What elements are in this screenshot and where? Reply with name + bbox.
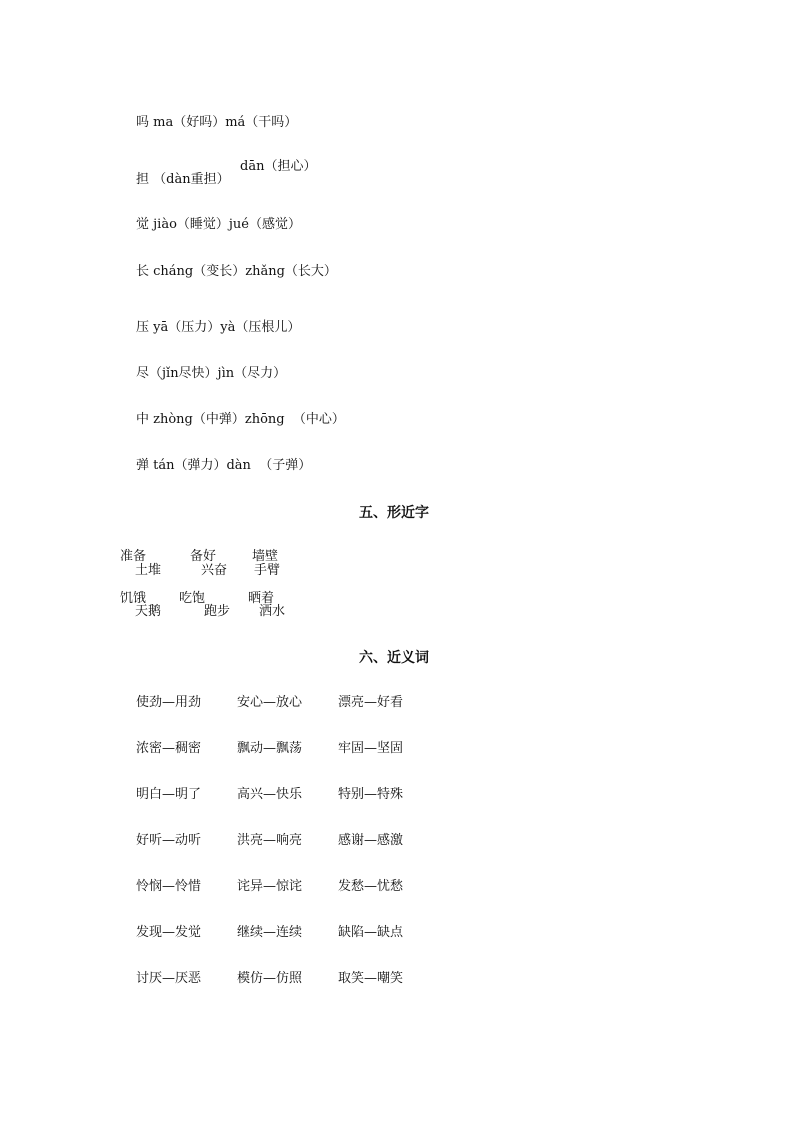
word-item: 天鹅	[135, 604, 162, 619]
polyphone-tan: 弹 tán（弹力）dàn （子弹）	[136, 458, 312, 473]
synonym-pair: 使劲—用劲	[136, 695, 202, 710]
polyphone-dan: 担 （dàn重担）	[136, 172, 230, 187]
synonym-pair: 好听—动听	[136, 833, 202, 848]
polyphone-ya: 压 yā（压力）yà（压根儿）	[136, 320, 301, 335]
word-item: 准备	[120, 549, 147, 564]
polyphone-jue: 觉 jiào（睡觉）jué（感觉）	[136, 217, 301, 232]
polyphone-jin: 尽（jǐn尽快）jìn（尽力）	[136, 366, 287, 381]
synonym-pair: 牢固—坚固	[338, 741, 404, 756]
polyphone-ma: 吗 ma（好吗）má（干吗）	[136, 115, 298, 130]
synonym-pair: 发愁—忧愁	[338, 879, 404, 894]
word-item: 土堆	[135, 563, 162, 578]
synonym-pair: 洪亮—响亮	[237, 833, 303, 848]
synonym-pair: 诧异—惊诧	[237, 879, 303, 894]
synonym-pair: 缺陷—缺点	[338, 925, 404, 940]
synonym-pair: 讨厌—厌恶	[136, 971, 202, 986]
synonym-pair: 感谢—感激	[338, 833, 404, 848]
synonym-pair: 高兴—快乐	[237, 787, 303, 802]
synonym-pair: 怜悯—怜惜	[136, 879, 202, 894]
synonym-pair: 漂亮—好看	[338, 695, 404, 710]
polyphone-zhang: 长 cháng（变长）zhǎng（长大）	[136, 264, 337, 279]
word-item: 洒水	[259, 604, 286, 619]
word-item: 备好	[190, 549, 217, 564]
synonym-pair: 飘动—飘荡	[237, 741, 303, 756]
synonym-pair: 继续—连续	[237, 925, 303, 940]
synonym-pair: 特别—特殊	[338, 787, 404, 802]
word-item: 跑步	[204, 604, 231, 619]
synonym-pair: 浓密—稠密	[136, 741, 202, 756]
polyphone-zhong: 中 zhòng（中弹）zhōng （中心）	[136, 412, 345, 427]
word-item: 饥饿	[120, 591, 147, 606]
word-item: 手臂	[254, 563, 281, 578]
word-item: 吃饱	[179, 591, 206, 606]
word-item: 兴奋	[201, 563, 228, 578]
synonym-pair: 发现—发觉	[136, 925, 202, 940]
synonym-pair: 取笑—嘲笑	[338, 971, 404, 986]
word-item: 墙壁	[252, 549, 279, 564]
word-item: 晒着	[248, 591, 275, 606]
synonym-pair: 模仿—仿照	[237, 971, 303, 986]
synonym-pair: 明白—明了	[136, 787, 202, 802]
synonym-pair: 安心—放心	[237, 695, 303, 710]
section-heading-similar-characters: 五、形近字	[359, 505, 429, 521]
polyphone-dan-reading: dān（担心）	[240, 159, 317, 174]
section-heading-synonyms: 六、近义词	[359, 650, 429, 666]
